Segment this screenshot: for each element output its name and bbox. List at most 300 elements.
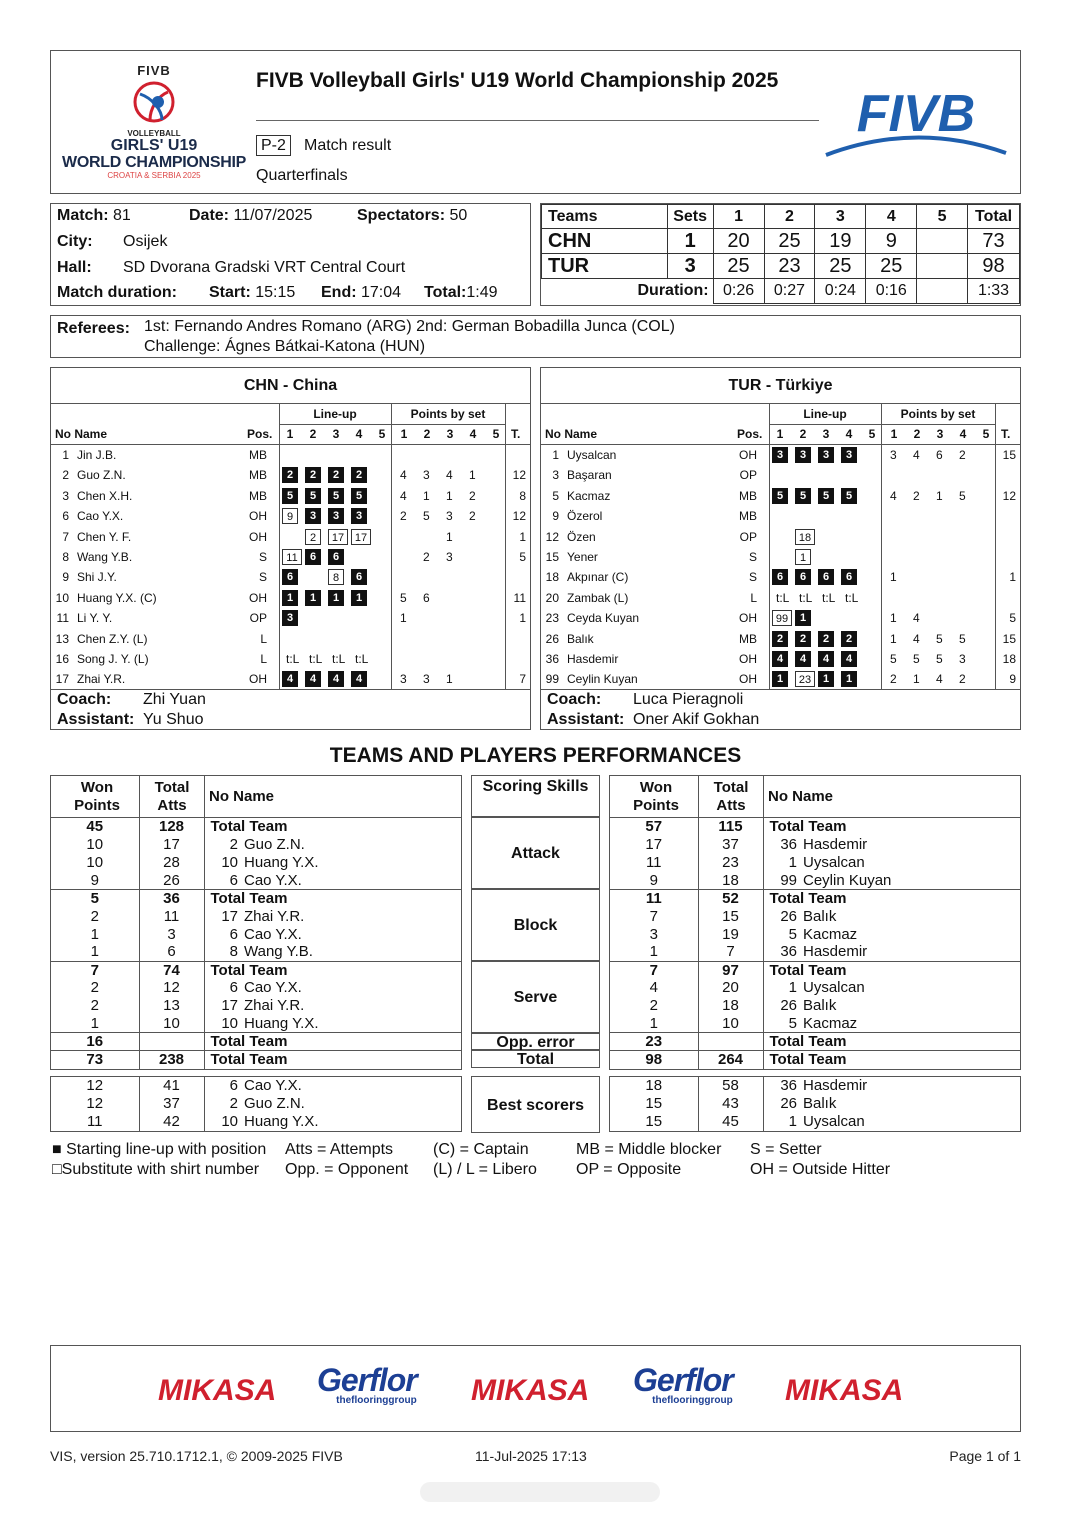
player-stat-row: [51, 925, 461, 943]
player-number: 9: [552, 509, 559, 524]
starting-position-badge: 2: [818, 631, 834, 647]
gerflor-logo-text: Gerflor: [633, 1362, 733, 1398]
player-stat-row: [610, 872, 1020, 890]
player-position: MB: [739, 509, 757, 524]
points-by-set: 4: [400, 488, 407, 503]
starting-position-badge: 6: [305, 549, 321, 565]
player-number: 8: [62, 550, 69, 564]
player-total-points: 12: [512, 509, 526, 524]
referees-label: Referees:: [57, 320, 130, 337]
player-row: [51, 669, 530, 689]
column-lineup-set: 2: [799, 427, 807, 441]
points-by-set: 2: [469, 488, 476, 503]
column-points-set: 1: [400, 427, 408, 441]
coach-label: Coach:: [57, 691, 112, 708]
points-by-set: 1: [446, 529, 453, 544]
won-points: 15: [610, 1113, 698, 1131]
player-name: Balık: [803, 1095, 837, 1113]
won-points: 9: [610, 872, 698, 890]
player-position: MB: [249, 488, 267, 503]
coach-row: [57, 691, 206, 709]
player-row: [541, 608, 1020, 628]
score-duration-label: Duration:: [542, 279, 714, 304]
won-points: 17: [610, 836, 698, 854]
total-atts: [698, 1033, 763, 1051]
lineup-header: Line-up: [803, 407, 847, 421]
starting-position-badge: 5: [795, 488, 811, 504]
player-name: Uysalcan: [803, 854, 865, 872]
player-total-points: 15: [1002, 631, 1016, 646]
match-number: 81: [113, 207, 131, 224]
player-number: 7: [62, 529, 69, 544]
points-by-set: 2: [400, 509, 407, 524]
starting-position-badge: 1: [351, 590, 367, 606]
gerflor-logo: [317, 1362, 417, 1406]
won-points: 7: [610, 907, 698, 925]
player-name: Kacmaz: [803, 925, 858, 943]
won-points: 2: [51, 907, 139, 925]
player-stat-row: [51, 1015, 461, 1033]
starting-position-badge: 4: [351, 671, 367, 687]
spectators-count: 50: [449, 207, 468, 224]
logo-line1: GIRLS' U19: [110, 137, 198, 154]
total-atts: 42: [139, 1113, 204, 1131]
points-header: Points by set: [410, 407, 486, 421]
points-by-set: 5: [936, 652, 943, 666]
player-row: [541, 567, 1020, 587]
score-set-cell: [917, 254, 968, 279]
player-stat-row: [51, 979, 461, 997]
player-stat-row: [51, 872, 461, 890]
points-by-set: 4: [913, 448, 920, 462]
player-name: Kacmaz: [803, 1014, 858, 1032]
table-rule: [698, 776, 699, 818]
player-stat-row: [51, 1077, 461, 1095]
player-stat-row: [610, 997, 1020, 1015]
team-panel-title: TUR - Türkiye: [541, 368, 1020, 404]
player-total-points: 9: [1009, 672, 1016, 687]
score-sets-won: 3: [667, 254, 713, 279]
footer-version: VIS, version 25.710.1712.1, © 2009-2025 FIVB: [50, 1448, 343, 1464]
player-number: 9: [62, 570, 69, 585]
column-no-name: No Name: [55, 427, 108, 441]
player-total-points: 8: [519, 488, 526, 503]
player-stat-row: [51, 854, 461, 872]
starting-position-badge: 4: [328, 671, 344, 687]
performance-header: [610, 776, 1020, 818]
player-row: [51, 608, 530, 628]
substitute-badge: 9: [282, 508, 298, 524]
team-total-row: [610, 1033, 1020, 1051]
player-row: [51, 445, 530, 465]
player-name: Zhai Y.R.: [77, 672, 126, 687]
player-total-points: 1: [1009, 570, 1016, 585]
player-name: Balık: [567, 631, 594, 646]
player-number: 18: [545, 570, 559, 585]
player-name: Zhai Y.R.: [244, 997, 305, 1015]
total-atts: 11: [139, 907, 204, 925]
starting-position-badge: 1: [795, 610, 811, 626]
total-atts: 18: [698, 997, 763, 1015]
total-atts: 12: [139, 979, 204, 997]
player-position: OH: [739, 652, 757, 666]
starting-position-badge: 2: [328, 467, 344, 483]
player-name: Uysalcan: [803, 1113, 865, 1131]
skill-total: Total: [471, 1050, 600, 1068]
score-header-set2: 2: [764, 205, 815, 229]
libero-mark: t:L: [332, 652, 346, 666]
player-name: Huang Y.X.: [244, 1014, 319, 1032]
player-number: 10: [55, 590, 69, 605]
starting-position-badge: 3: [328, 508, 344, 524]
player-number: 2: [62, 468, 69, 483]
points-by-set: 5: [890, 652, 897, 666]
team-total-row: [51, 1051, 461, 1069]
legend-setter: S = Setter: [750, 1141, 822, 1158]
page-title: FIVB Volleyball Girls' U19 World Championship 2025: [256, 69, 779, 92]
table-rule: [139, 776, 140, 818]
player-position: S: [748, 550, 757, 564]
libero-mark: t:L: [309, 652, 323, 666]
scan-artifact: [420, 1482, 660, 1502]
player-name: Song J. Y. (L): [77, 652, 149, 666]
player-name: Hasdemir: [803, 943, 868, 961]
match-date: 11/07/2025: [233, 207, 313, 224]
performance-table-tur: [609, 775, 1021, 1070]
skill-block: Block: [471, 889, 600, 961]
points-by-set: 3: [446, 550, 453, 564]
won-points: 16: [51, 1033, 139, 1051]
total-atts: 20: [698, 979, 763, 997]
player-name: Guo Z.N.: [244, 836, 305, 854]
document-code: P-2: [256, 135, 291, 156]
player-name: Cao Y.X.: [244, 979, 302, 997]
won-points: 4: [610, 979, 698, 997]
player-position: OP: [249, 611, 267, 626]
mikasa-logo: MIKASA: [785, 1374, 904, 1407]
total-atts: 264: [698, 1051, 763, 1069]
referees-panel: [50, 315, 1021, 358]
coach-name: Luca Pieragnoli: [633, 691, 744, 708]
total-atts: 28: [139, 854, 204, 872]
player-name: Huang Y.X.: [244, 854, 319, 872]
player-number: 6: [229, 979, 238, 997]
substitute-badge: 17: [328, 529, 348, 545]
player-position: OP: [739, 529, 757, 544]
player-number: 17: [221, 907, 238, 925]
score-team-name: TUR: [542, 254, 668, 279]
player-stat-row: [610, 1113, 1020, 1131]
player-row: [541, 445, 1020, 465]
points-by-set: 2: [913, 488, 920, 503]
report-header: [50, 50, 1021, 194]
points-by-set: 5: [959, 631, 966, 646]
column-points-set: 1: [890, 427, 898, 441]
column-no-name: No Name: [545, 427, 598, 441]
legend-oh: OH = Outside Hitter: [750, 1161, 891, 1178]
player-number: 26: [780, 997, 797, 1015]
player-stat-row: [51, 907, 461, 925]
player-position: S: [748, 570, 757, 585]
points-by-set: 4: [446, 468, 453, 483]
points-by-set: 4: [913, 611, 920, 626]
starting-position-badge: 1: [841, 671, 857, 687]
column-lineup-set: 5: [378, 427, 386, 441]
assistant-row: [57, 711, 204, 729]
starting-position-badge: 3: [795, 447, 811, 463]
starting-position-badge: 5: [818, 488, 834, 504]
won-points: 5: [51, 890, 139, 908]
player-number: 11: [56, 611, 69, 626]
score-header-set4: 4: [866, 205, 917, 229]
total-atts: 13: [139, 997, 204, 1015]
player-name: Total Team: [763, 961, 1020, 979]
player-position: L: [260, 631, 267, 646]
points-by-set: 3: [446, 509, 453, 524]
column-total: T.: [511, 427, 521, 441]
starting-position-badge: 4: [305, 671, 321, 687]
team-panel-title: CHN - China: [51, 368, 530, 404]
player-name: Özen: [567, 529, 596, 544]
logo-fivb-text: FIVB: [137, 63, 171, 78]
player-name: Wang Y.B.: [244, 943, 313, 961]
points-by-set: 1: [423, 488, 430, 503]
score-sets-won: 1: [667, 229, 713, 254]
player-name: Total Team: [204, 1051, 461, 1069]
player-number: 6: [229, 925, 238, 943]
city-label: City:: [57, 233, 93, 250]
won-points: 12: [51, 1095, 139, 1113]
player-number: 99: [780, 871, 797, 889]
won-points: 10: [51, 836, 139, 854]
won-points: 11: [610, 854, 698, 872]
player-stat-row: [610, 1077, 1020, 1095]
starting-position-badge: 5: [351, 488, 367, 504]
player-name: Cao Y.X.: [77, 509, 124, 524]
player-stat-row: [610, 907, 1020, 925]
total-atts: 23: [698, 854, 763, 872]
score-header-set3: 3: [815, 205, 866, 229]
starting-position-badge: 4: [795, 651, 811, 667]
team-total-row: [610, 1051, 1020, 1069]
gerflor-logo-text: Gerflor: [317, 1362, 417, 1398]
set-duration: [917, 279, 968, 304]
points-by-set: 3: [890, 448, 897, 462]
points-by-set: 1: [890, 570, 897, 585]
starting-position-badge: 6: [328, 549, 344, 565]
player-row: [541, 506, 1020, 526]
substitute-badge: 1: [795, 549, 811, 565]
points-by-set: 5: [936, 631, 943, 646]
player-stat-row: [610, 925, 1020, 943]
won-points: 45: [51, 818, 139, 836]
match-info-panel: [50, 203, 531, 306]
starting-position-badge: 1: [305, 590, 321, 606]
header-won-points: Won Points: [74, 779, 120, 814]
starting-position-badge: 4: [841, 651, 857, 667]
starting-position-badge: 2: [795, 631, 811, 647]
player-number: 5: [552, 488, 559, 503]
column-lineup-set: 3: [822, 427, 830, 441]
player-number: 36: [780, 1077, 797, 1095]
points-by-set: 1: [913, 672, 920, 687]
score-header-set1: 1: [713, 205, 764, 229]
player-number: 2: [229, 836, 238, 854]
column-points-set: 2: [423, 427, 431, 441]
start-label: Start:: [209, 284, 251, 301]
team-panel-chn: [50, 367, 531, 730]
starting-position-badge: 2: [305, 467, 321, 483]
points-by-set: 1: [400, 611, 407, 626]
points-by-set: 3: [423, 468, 430, 483]
skill-opp-error: Opp. error: [471, 1033, 600, 1050]
column-lineup-set: 4: [355, 427, 363, 441]
total-atts: 115: [698, 818, 763, 836]
player-name: Cao Y.X.: [244, 871, 302, 889]
team-total-row: [610, 818, 1020, 836]
total-atts: 19: [698, 925, 763, 943]
column-lineup-set: 2: [309, 427, 317, 441]
player-name: Total Team: [763, 1051, 1020, 1069]
city-value: Osijek: [123, 233, 168, 250]
points-by-set: 6: [423, 590, 430, 605]
won-points: 1: [51, 943, 139, 961]
total-atts: 45: [698, 1113, 763, 1131]
player-row: [541, 465, 1020, 485]
legend-starting: ■ Starting line-up with position: [52, 1141, 267, 1158]
player-position: MB: [249, 468, 267, 483]
player-position: OH: [249, 672, 267, 687]
player-stat-row: [610, 979, 1020, 997]
performance-rows: [610, 818, 1020, 1069]
player-row: [51, 527, 530, 547]
score-total-cell: 73: [968, 229, 1020, 254]
won-points: 11: [610, 890, 698, 908]
starting-position-badge: 4: [772, 651, 788, 667]
column-points-set: 2: [913, 427, 921, 441]
header-no-name: No Name: [209, 788, 275, 805]
table-rule: [279, 424, 505, 425]
player-name: Zambak (L): [567, 590, 629, 605]
legend-substitute: □Substitute with shirt number: [52, 1161, 260, 1178]
player-number: 3: [62, 488, 69, 503]
total-atts: 15: [698, 907, 763, 925]
substitute-badge: 17: [351, 529, 371, 545]
starting-position-badge: 5: [772, 488, 788, 504]
header-won-points: Won Points: [633, 779, 679, 814]
points-by-set: 1: [936, 488, 943, 503]
table-rule: [204, 776, 205, 818]
player-row: [541, 649, 1020, 669]
referees-line1: 1st: Fernando Andres Romano (ARG) 2nd: German Bobadilla Junca (COL): [144, 318, 675, 335]
substitute-badge: 11: [282, 549, 302, 565]
player-row: [51, 465, 530, 485]
player-number: 36: [780, 836, 797, 854]
score-duration-row: [542, 279, 1020, 304]
total-atts: 36: [139, 890, 204, 908]
starting-position-badge: 5: [841, 488, 857, 504]
player-position: MB: [739, 488, 757, 503]
competition-phase: Quarterfinals: [256, 167, 348, 184]
won-points: 2: [51, 979, 139, 997]
player-stat-row: [610, 1095, 1020, 1113]
won-points: 9: [51, 872, 139, 890]
player-total-points: 12: [1002, 488, 1016, 503]
team-total-row: [610, 961, 1020, 979]
player-name: Total Team: [763, 1033, 1020, 1051]
column-lineup-set: 5: [868, 427, 876, 441]
points-by-set: 5: [913, 652, 920, 666]
total-atts: 41: [139, 1077, 204, 1095]
total-atts: 10: [139, 1015, 204, 1033]
player-name: Guo Z.N.: [77, 468, 126, 483]
score-set-cell: 25: [866, 254, 917, 279]
table-rule: [763, 776, 764, 818]
legend-opp: Opp. = Opponent: [285, 1161, 409, 1178]
championship-logo: [59, 63, 249, 183]
player-position: OP: [739, 468, 757, 483]
table-rule: [769, 424, 995, 425]
starting-position-badge: 5: [305, 488, 321, 504]
player-position: MB: [739, 631, 757, 646]
player-stat-row: [51, 836, 461, 854]
points-by-set: 2: [423, 550, 430, 564]
won-points: 1: [610, 943, 698, 961]
total-label: Total:: [424, 284, 467, 301]
won-points: 23: [610, 1033, 698, 1051]
starting-position-badge: 4: [282, 671, 298, 687]
libero-mark: t:L: [355, 652, 369, 666]
player-stat-row: [51, 997, 461, 1015]
legend-mb: MB = Middle blocker: [576, 1141, 722, 1158]
duration-label: Match duration:: [57, 284, 177, 301]
player-name: Uysalcan: [567, 448, 617, 462]
spectators-label: Spectators:: [357, 207, 446, 224]
score-header-set5: 5: [917, 205, 968, 229]
player-number: 6: [229, 871, 238, 889]
player-name: Cao Y.X.: [244, 925, 302, 943]
starting-position-badge: 5: [328, 488, 344, 504]
column-position: Pos.: [247, 427, 273, 441]
won-points: 11: [51, 1113, 139, 1131]
column-lineup-set: 3: [332, 427, 340, 441]
player-position: L: [750, 590, 757, 605]
total-atts: 7: [698, 943, 763, 961]
match-label: Match:: [57, 207, 109, 224]
date-label: Date:: [189, 207, 230, 224]
player-number: 2: [229, 1095, 238, 1113]
substitute-badge: 23: [795, 671, 815, 687]
total-atts: 74: [139, 961, 204, 979]
won-points: 15: [610, 1095, 698, 1113]
player-name: Cao Y.X.: [244, 1077, 302, 1095]
player-name: Total Team: [204, 961, 461, 979]
document-type: Match result: [304, 137, 392, 154]
points-by-set: 5: [959, 488, 966, 503]
total-atts: 10: [698, 1015, 763, 1033]
player-stat-row: [610, 1015, 1020, 1033]
player-name: Total Team: [210, 818, 288, 836]
starting-position-badge: 6: [282, 569, 298, 585]
total-atts: 37: [698, 836, 763, 854]
team-total-row: [51, 890, 461, 908]
total-time: 1:49: [466, 284, 498, 301]
starting-position-badge: 5: [282, 488, 298, 504]
points-by-set: 2: [959, 672, 966, 687]
points-by-set: 4: [913, 631, 920, 646]
total-atts: [139, 1033, 204, 1051]
player-number: 13: [55, 631, 69, 646]
